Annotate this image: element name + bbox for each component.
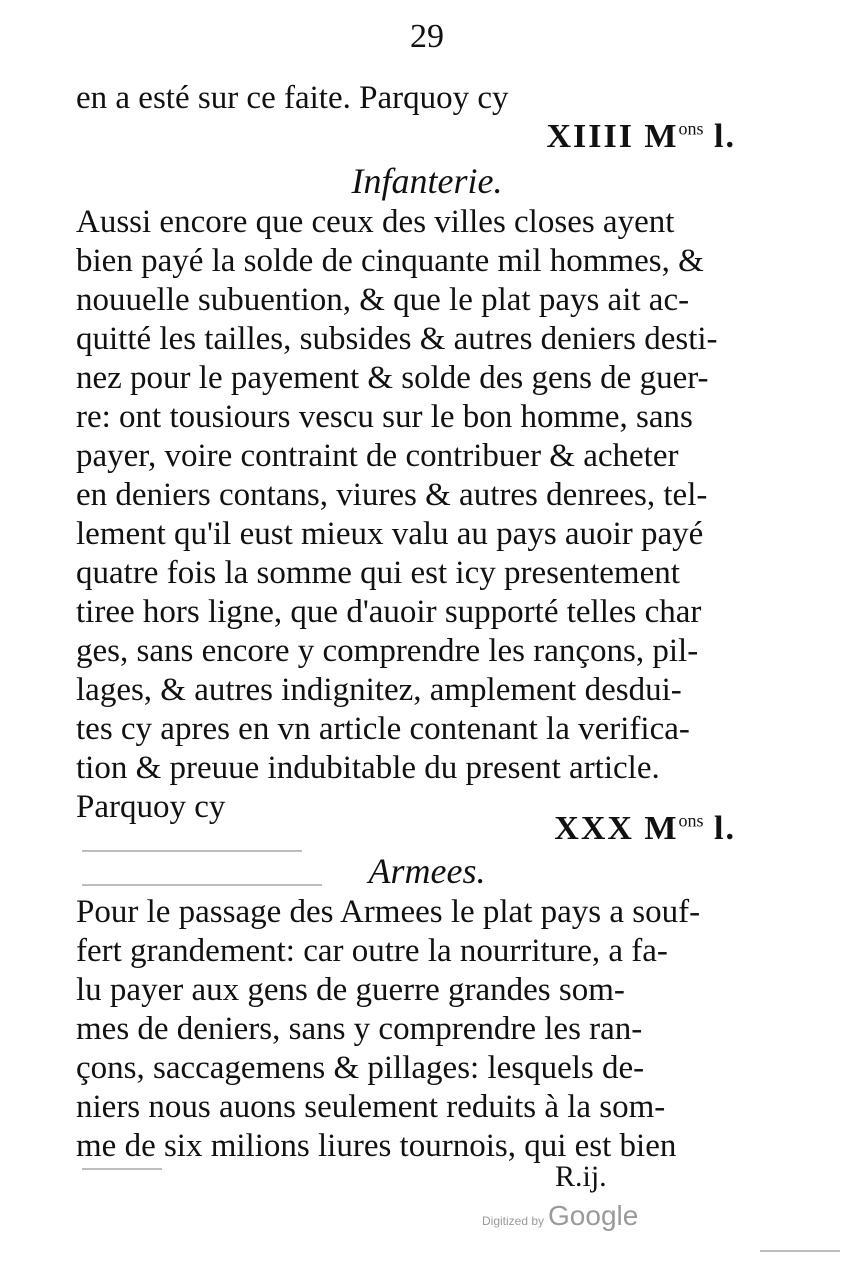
google-watermark <box>482 1200 638 1232</box>
text-line: bien payé la solde de cinquante mil hommes, & <box>76 243 704 279</box>
total-1-sup: ons <box>678 118 704 139</box>
text-line: lu payer aux gens de guerre grandes som- <box>76 972 625 1008</box>
text-line: Aussi encore que ceux des villes closes ayent <box>76 204 675 240</box>
text-line: çons, saccagemens & pillages: lesquels de- <box>76 1050 645 1086</box>
watermark-logo: Google <box>548 1200 639 1231</box>
text-line: tion & preuue indubitable du present article. <box>76 750 660 786</box>
total-2-suffix: l. <box>703 810 736 847</box>
text-line: me de six milions liures tournois, qui est bien <box>76 1128 677 1164</box>
page-number: 29 <box>410 18 444 55</box>
text-line: lement qu'il eust mieux valu au pays auoir payé <box>76 516 704 552</box>
total-1-prefix: XIIII M <box>546 118 679 155</box>
text-line: re: ont tousiours vescu sur le bon homme, sans <box>76 399 693 435</box>
text-line: ges, sans encore y comprendre les rançons, pil- <box>76 633 699 669</box>
watermark-small: Digitized by <box>482 1214 545 1228</box>
total-amount-1 <box>546 118 736 156</box>
text-line: quitté les tailles, subsides & autres deniers desti- <box>76 321 718 357</box>
text-line: Pour le passage des Armees le plat pays a souf- <box>76 894 701 930</box>
text-line: fert grandement: car outre la nourriture, a fa- <box>76 933 668 969</box>
text-line: Parquoy cy <box>76 789 226 825</box>
section-heading-armees: Armees. <box>368 851 486 891</box>
text-line: en a esté sur ce faite. Parquoy cy <box>76 80 509 116</box>
text-line: nouuelle subuention, & que le plat pays ait ac- <box>76 282 690 318</box>
total-amount-2 <box>554 810 736 848</box>
text-line: lages, & autres indignitez, amplement desdui- <box>76 672 682 708</box>
scan-noise <box>82 1168 162 1170</box>
text-line: tiree hors ligne, que d'auoir supporté telles char <box>76 594 702 630</box>
text-line: payer, voire contraint de contribuer & acheter <box>76 438 679 474</box>
total-2-prefix: XXX M <box>554 810 679 847</box>
signature-mark: R.ij. <box>555 1160 607 1193</box>
section-heading-infanterie: Infanterie. <box>351 161 503 201</box>
text-line: tes cy apres en vn article contenant la verifica- <box>76 711 690 747</box>
text-line: niers nous auons seulement reduits à la som- <box>76 1089 666 1125</box>
total-2-sup: ons <box>678 810 704 831</box>
text-line: en deniers contans, viures & autres denrees, tel- <box>76 477 708 513</box>
total-1-suffix: l. <box>703 118 736 155</box>
scan-noise <box>760 1250 840 1252</box>
text-line: quatre fois la somme qui est icy presentement <box>76 555 680 591</box>
text-line: mes de deniers, sans y comprendre les ran- <box>76 1011 643 1047</box>
text-line: nez pour le payement & solde des gens de guer- <box>76 360 709 396</box>
